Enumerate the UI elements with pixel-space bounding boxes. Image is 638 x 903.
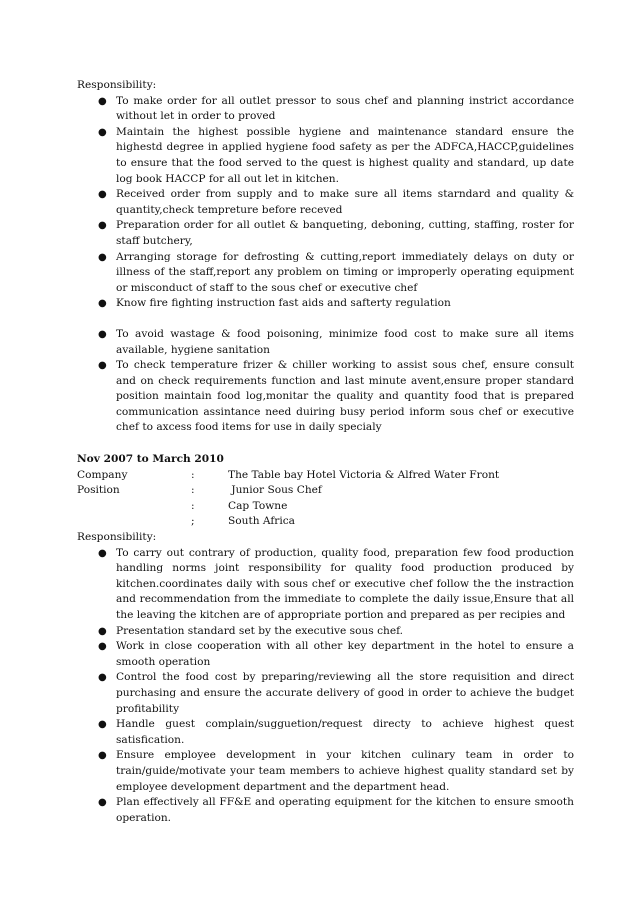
position-row — [77, 483, 574, 499]
bullet-icon: ● — [98, 719, 107, 731]
bullet-icon: ● — [98, 298, 107, 310]
bullet-icon: ● — [98, 126, 107, 138]
responsibility-list — [77, 546, 574, 827]
list-item: ● Arranging storage for defrosting & cutting,report immediately delays on duty or illness of the staff,report any problem on timing or improperly operating equipment or misconduct of staff to the sous chef or executive chef — [98, 250, 574, 294]
list-item: ● To carry out contrary of production, quality food, preparation few food production handling norms joint responsibility for quality food production produced by kitchen.coordinates daily with sous chef or executive chef follow the the instraction and recommendation from the immediate to complete the daily issue,Ensure that all the leaving the kitchen are of appropriate portion and prepared as per recipies and — [98, 546, 574, 621]
list-item: ● Ensure employee development in your kitchen culinary team in order to train/guide/motivate your team members to achieve highest quality standard set by employee development department and the department head. — [98, 749, 574, 793]
city-row — [77, 499, 574, 515]
country-separator: ; — [191, 515, 195, 528]
responsibility-heading: Responsibility: — [77, 531, 157, 544]
bullet-icon: ● — [98, 189, 107, 201]
country-value: South Africa — [228, 515, 295, 528]
company-value: The Table bay Hotel Victoria & Alfred Water Front — [228, 468, 500, 481]
list-item: ● Preparation order for all outlet & banqueting, deboning, cutting, staffing, roster for staff butchery, — [98, 219, 574, 247]
responsibility-list — [77, 94, 574, 436]
list-item: ● To check temperature frizer & chiller working to assist sous chef, ensure consult and on check requirements function and last minute avent,ensure proper standard position maintain food log,monitar the quality and quantity food that is prepared communication assintance need duiring busy period inform sous chef or executive chef to axcess food items for use in daily specialy — [98, 359, 574, 434]
bullet-icon: ● — [98, 625, 107, 637]
bullet-icon: ● — [98, 641, 107, 653]
city-value: Cap Towne — [228, 499, 288, 512]
bullet-icon: ● — [98, 360, 107, 372]
list-item: ● Work in close cooperation with all other key department in the hotel to ensure a smooth operation — [98, 640, 574, 668]
list-item: ● Know fire fighting instruction fast aids and safterty regulation — [116, 296, 574, 312]
bullet-icon: ● — [98, 672, 107, 684]
list-item: ● Handle guest complain/sugguetion/request directy to achieve highest quest satisfication. — [98, 718, 574, 746]
company-label: Company — [77, 468, 128, 481]
country-row — [77, 514, 574, 530]
list-item: ● Plan effectively all FF&E and operating equipment for the kitchen to ensure smooth operation. — [98, 796, 574, 824]
company-separator: : — [191, 468, 195, 481]
bullet-icon: ● — [98, 220, 107, 232]
bullet-icon: ● — [98, 797, 107, 809]
list-item: ● To make order for all outlet pressor to sous chef and planning instrict accordance without let in order to proved — [98, 94, 574, 123]
list-item: ● To avoid wastage & food poisoning, minimize food cost to make sure all items available, hygiene sanitation — [98, 327, 574, 356]
city-separator: : — [191, 499, 195, 512]
list-item: ● Maintain the highest possible hygiene and maintenance standard ensure the highestd degree in applied hygiene food safety as per the ADFCA,HACCP,guidelines to ensure that the food served to the quest is highest quality and standard, up date log book HACCP for all out let in kitchen. — [98, 125, 574, 185]
bullet-icon: ● — [98, 251, 107, 263]
position-label: Position — [77, 484, 120, 497]
responsibility-heading: Responsibility: — [77, 79, 157, 91]
bullet-icon: ● — [98, 328, 107, 340]
employment-period: Nov 2007 to March 2010 — [77, 453, 224, 466]
document-page — [77, 78, 574, 826]
bullet-icon: ● — [98, 95, 107, 107]
position-separator: : — [191, 484, 195, 497]
company-row — [77, 468, 574, 484]
list-item: ● Received order from supply and to make sure all items starndard and quality & quantity,check tempreture before receved — [98, 188, 574, 216]
list-item: ● Control the food cost by preparing/reviewing all the store requisition and direct purchasing and ensure the accurate delivery of good in order to achieve the budget profitability — [98, 671, 574, 715]
position-value: Junior Sous Chef — [228, 484, 322, 497]
bullet-icon: ● — [98, 750, 107, 762]
list-item: ● Presentation standard set by the executive sous chef. — [116, 624, 574, 640]
bullet-icon: ● — [98, 547, 107, 559]
